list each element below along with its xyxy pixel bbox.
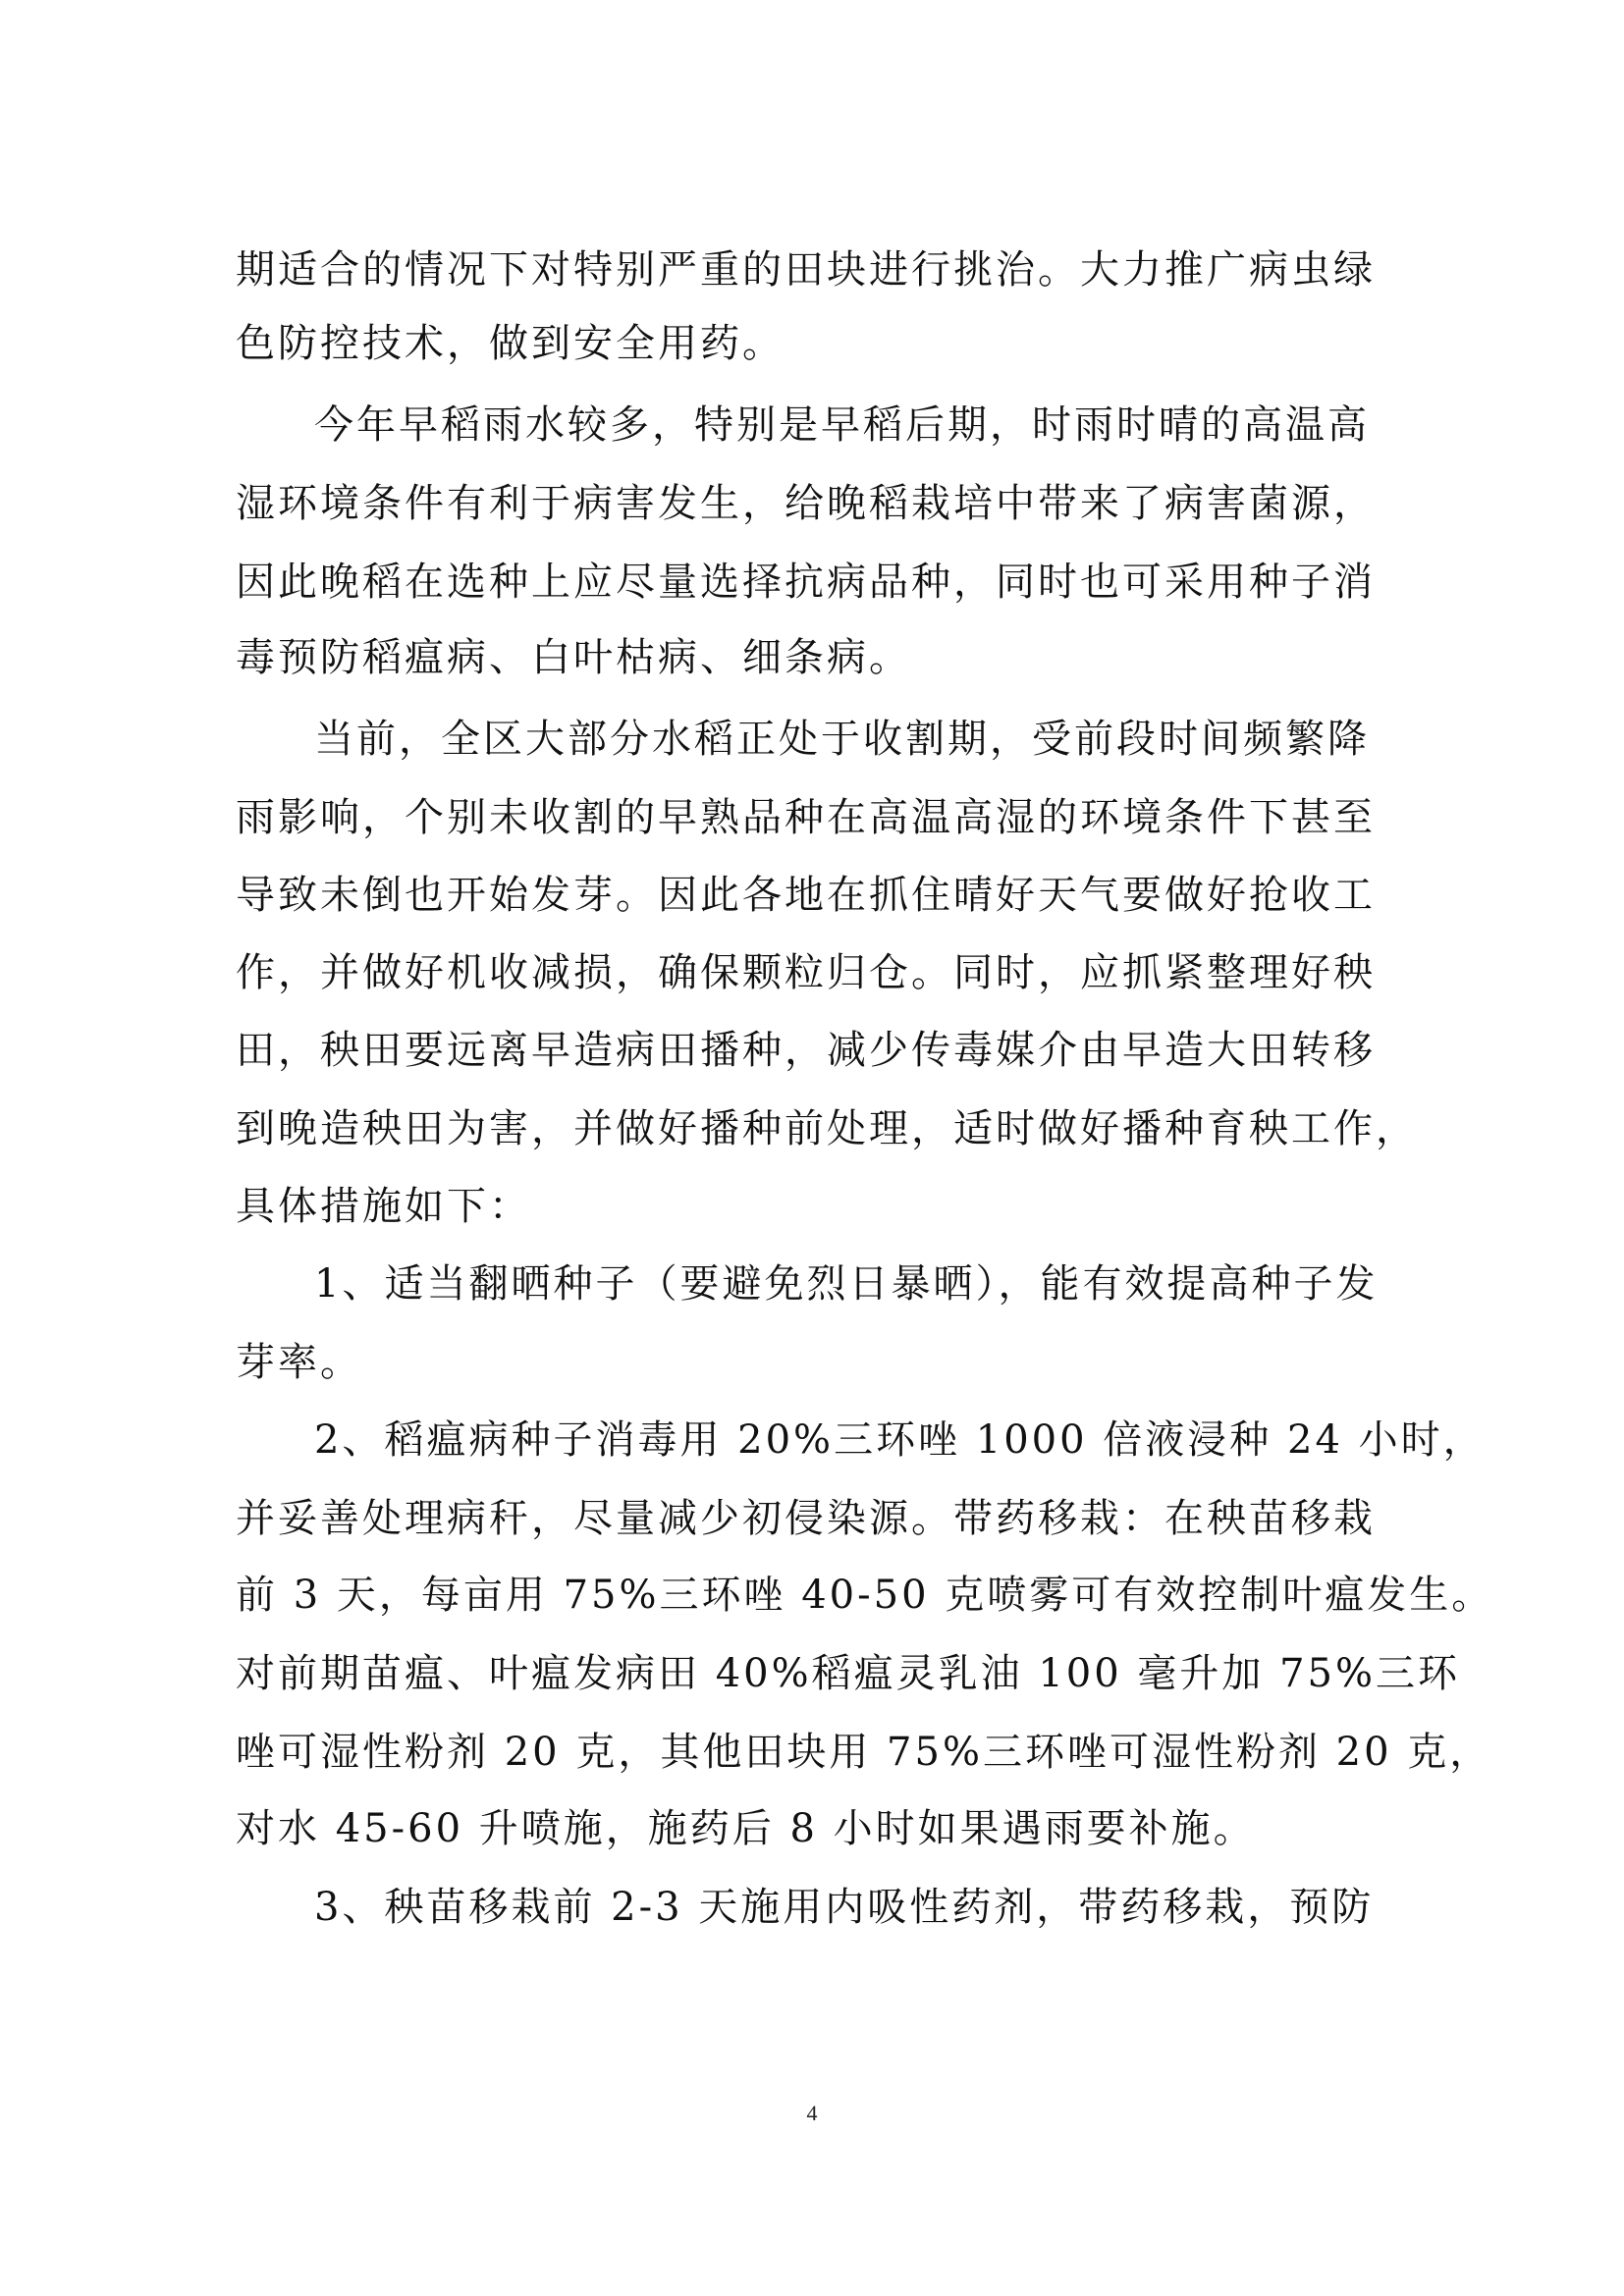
paragraph-first-line: 当前，全区大部分水稻正处于收割期，受前段时间频繁降 bbox=[314, 717, 1370, 762]
text-line: 具体措施如下： bbox=[236, 1184, 531, 1229]
text-line: 对水 45-60 升喷施，施药后 8 小时如果遇雨要补施。 bbox=[236, 1806, 1256, 1851]
text-line: 到晚造秧田为害，并做好播种前处理，适时做好播种育秧工作， bbox=[236, 1106, 1418, 1151]
text-line: 因此晚稻在选种上应尽量选择抗病品种，同时也可采用种子消 bbox=[236, 560, 1376, 605]
text-line: 唑可湿性粉剂 20 克，其他田块用 75%三环唑可湿性粉剂 20 克， bbox=[236, 1730, 1492, 1775]
text-line: 雨影响，个别未收割的早熟品种在高温高湿的环境条件下甚至 bbox=[236, 795, 1376, 840]
list-item-1-first-line: 1、适当翻晒种子（要避免烈日暴晒），能有效提高种子发 bbox=[314, 1261, 1379, 1307]
text-line: 芽率。 bbox=[236, 1340, 362, 1385]
text-line: 湿环境条件有利于病害发生，给晚稻栽培中带来了病害菌源， bbox=[236, 481, 1376, 526]
text-line: 田，秧田要远离早造病田播种，减少传毒媒介由早造大田转移 bbox=[236, 1028, 1376, 1073]
paragraph-first-line: 今年早稻雨水较多，特别是早稻后期，时雨时晴的高温高 bbox=[314, 402, 1370, 448]
list-item-3-first-line: 3、秧苗移栽前 2-3 天施用内吸性药剂，带药移栽，预防 bbox=[314, 1885, 1375, 1930]
text-line: 期适合的情况下对特别严重的田块进行挑治。大力推广病虫绿 bbox=[236, 247, 1376, 293]
text-line: 对前期苗瘟、叶瘟发病田 40%稻瘟灵乳油 100 毫升加 75%三环 bbox=[236, 1651, 1461, 1696]
page-number: 4 bbox=[806, 2101, 818, 2125]
list-item-2-first-line: 2、稻瘟病种子消毒用 20%三环唑 1000 倍液浸种 24 小时， bbox=[314, 1417, 1486, 1463]
text-line: 前 3 天，每亩用 75%三环唑 40-50 克喷雾可有效控制叶瘟发生。 bbox=[236, 1573, 1494, 1618]
text-line: 毒预防稻瘟病、白叶枯病、细条病。 bbox=[236, 635, 911, 680]
text-line: 色防控技术，做到安全用药。 bbox=[236, 321, 785, 366]
text-line: 并妥善处理病秆，尽量减少初侵染源。带药移栽：在秧苗移栽 bbox=[236, 1496, 1376, 1541]
text-line: 作，并做好机收减损，确保颗粒归仓。同时，应抓紧整理好秧 bbox=[236, 950, 1376, 995]
text-line: 导致未倒也开始发芽。因此各地在抓住晴好天气要做好抢收工 bbox=[236, 873, 1376, 918]
